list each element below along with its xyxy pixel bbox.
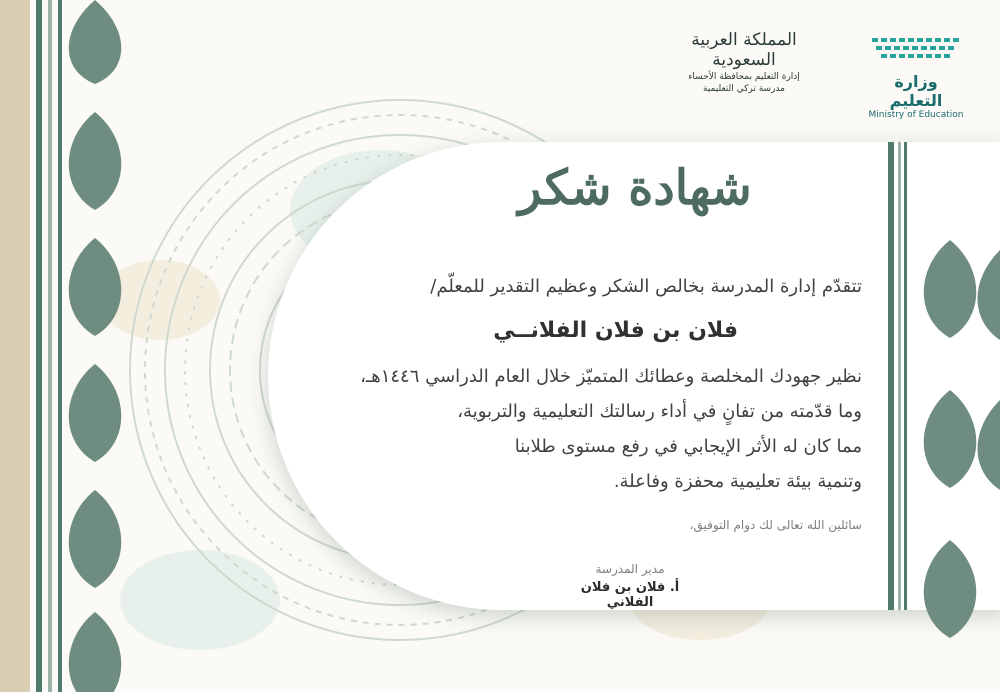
left-green-stripe-2 xyxy=(48,0,52,692)
ministry-name-en: Ministry of Education xyxy=(868,110,964,120)
principal-name: أ. فلان بن فلان الفلاني xyxy=(580,580,680,610)
closing-wish: سائلين الله تعالى لك دوام التوفيق، xyxy=(689,518,862,532)
intro-text: تتقدّم إدارة المدرسة بخالص الشكر وعظيم التقدير للمعلّم/ xyxy=(430,276,862,297)
education-admin: إدارة التعليم بمحافظة الأحساء xyxy=(688,72,800,82)
principal-label: مدير المدرسة xyxy=(595,562,665,576)
body-line: وما قدّمته من تفانٍ في أداء رسالتك التعليمية والتربوية، xyxy=(457,401,862,422)
principal-signature xyxy=(560,562,700,610)
recipient-name: فلان بن فلان الفلانــي xyxy=(493,318,738,343)
ministry-name-ar: وزارة التعليم xyxy=(889,72,943,110)
school-name: مدرسة تركي التعليمية xyxy=(703,84,785,94)
ministry-logo xyxy=(866,34,966,120)
certificate-title: شهادة شكر xyxy=(518,160,752,216)
left-green-stripe-1 xyxy=(36,0,42,692)
kingdom-block xyxy=(664,30,824,94)
left-leaves xyxy=(69,0,122,692)
body-line: نظير جهودك المخلصة وعطائك المتميّز خلال العام الدراسي ١٤٤٦هـ، xyxy=(360,366,862,387)
body-line: مما كان له الأثر الإيجابي في رفع مستوى طلابنا xyxy=(514,436,862,457)
kingdom-title: المملكة العربية السعودية xyxy=(691,30,797,70)
ministry-dots-icon xyxy=(870,34,962,64)
left-green-stripe-3 xyxy=(58,0,62,692)
body-line: وتنمية بيئة تعليمية محفزة وفاعلة. xyxy=(613,471,862,492)
left-tan-stripe xyxy=(0,0,30,692)
